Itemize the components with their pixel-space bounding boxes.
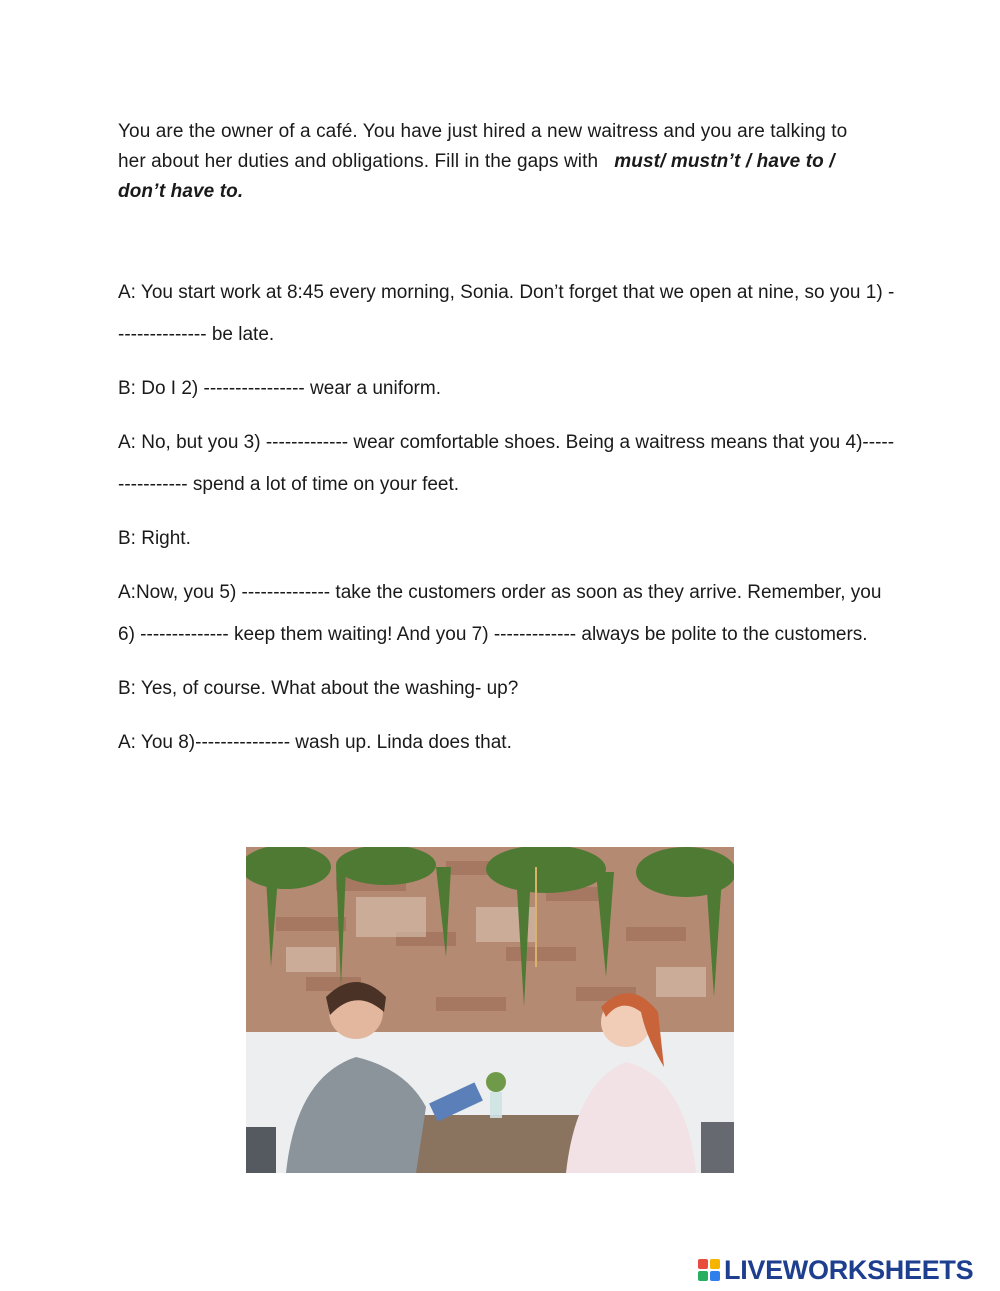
logo-square-4 [710, 1271, 720, 1281]
cafe-interview-photo [246, 847, 734, 1173]
logo-square-3 [698, 1271, 708, 1281]
instructions [118, 117, 848, 207]
instructions-emphasis: must/ mustn’t / have to / don’t have to. [118, 151, 835, 202]
dialogue-line-2: B: Do I 2) ---------------- wear a uniform. [118, 378, 441, 399]
logo-text: LIVEWORKSHEETS [724, 1254, 974, 1285]
dialogue [118, 272, 898, 776]
dialogue-line-1: A: You start work at 8:45 every morning, Sonia. Don’t forget that we open at nine, so you 1) --------------- be late. [118, 282, 895, 345]
logo-square-2 [710, 1259, 720, 1269]
dialogue-line-7: A: You 8)--------------- wash up. Linda does that. [118, 732, 512, 753]
dialogue-line-3: A: No, but you 3) ------------- wear comfortable shoes. Being a waitress means that you 4)---------------- spend a lot of time on your feet. [118, 432, 895, 495]
instructions-text: You are the owner of a café. You have just hired a new waitress and you are talking to her about her duties and obligations. Fill in the gaps with [118, 121, 848, 172]
dialogue-line-5: A:Now, you 5) -------------- take the customers order as soon as they arrive. Remember, you 6) -------------- keep them waiting! And you 7) ------------- always be polite to the customers. [118, 582, 882, 645]
logo-square-1 [698, 1259, 708, 1269]
dialogue-line-4: B: Right. [118, 528, 191, 549]
logo-squares-icon [698, 1259, 720, 1281]
liveworksheets-logo [698, 1254, 973, 1286]
dialogue-line-6: B: Yes, of course. What about the washing- up? [118, 678, 519, 699]
